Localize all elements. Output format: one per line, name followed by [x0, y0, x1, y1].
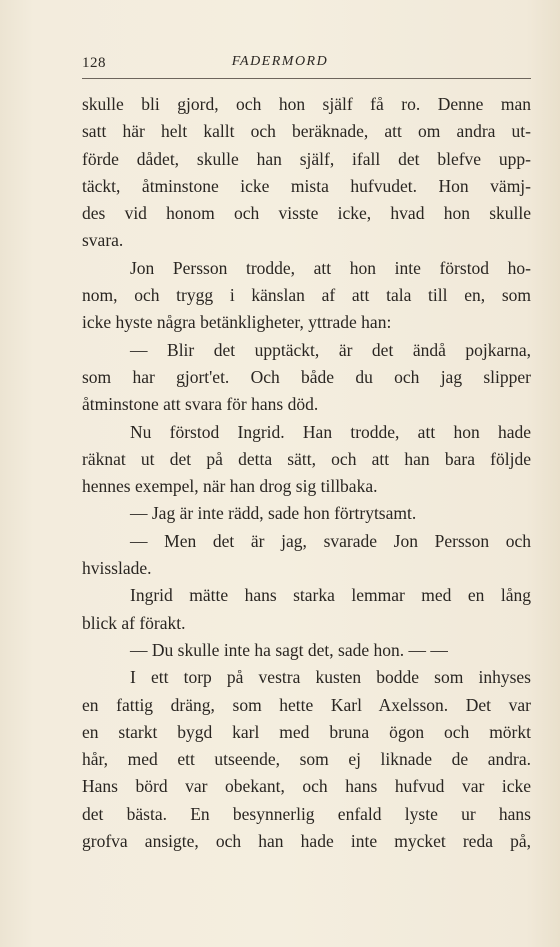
- text-line: det bästa. En besynnerlig enfald lyste ur hans: [82, 803, 531, 824]
- text-line: — Du skulle inte ha sagt det, sade hon. — —: [130, 639, 448, 660]
- running-head: FADERMORD: [231, 54, 329, 69]
- text-line: — Men det är jag, svarade Jon Persson och: [130, 530, 531, 551]
- text-line: satt här helt kallt och beräknade, att om andra ut-: [82, 121, 531, 142]
- text-line: Ingrid mätte hans starka lemmar med en lång: [130, 585, 531, 606]
- text-line: I ett torp på vestra kusten bodde som inhyses: [130, 667, 531, 688]
- text-line: täckt, åtminstone icke mista hufvudet. Hon vämj-: [82, 175, 531, 196]
- text-line: skulle bli gjord, och hon själf få ro. Denne man: [82, 94, 531, 114]
- text-line: som har gjort'et. Och både du och jag slipper: [82, 366, 531, 387]
- text-line: räknat ut det på detta sätt, och att han bara följde: [82, 448, 531, 469]
- text-line: hvisslade.: [82, 558, 152, 579]
- text-line: Nu förstod Ingrid. Han trodde, att hon hade: [130, 421, 531, 442]
- text-line: blick af förakt.: [82, 612, 186, 633]
- text-line: hennes exempel, när han drog sig tillbaka.: [82, 476, 378, 497]
- header-rule: [82, 78, 531, 79]
- text-line: des vid honom och visste icke, hvad hon skulle: [82, 203, 531, 224]
- text-line: Jon Persson trodde, att hon inte förstod ho-: [130, 257, 531, 278]
- text-line: svara.: [82, 230, 124, 251]
- text-line: — Blir det upptäckt, är det ändå pojkarna,: [130, 339, 531, 360]
- text-line: en starkt bygd karl med bruna ögon och mörkt: [82, 721, 531, 742]
- text-line: åtminstone att svara för hans död.: [82, 394, 319, 415]
- page-number: 128: [82, 55, 106, 71]
- text-line: grofva ansigte, och han hade inte mycket reda på,: [82, 831, 531, 852]
- text-line: — Jag är inte rädd, sade hon förtrytsamt.: [130, 503, 417, 524]
- text-line: icke hyste några betänkligheter, yttrade han:: [82, 312, 392, 333]
- text-line: förde dådet, skulle han själf, ifall det blefve upp-: [82, 148, 531, 169]
- text-line: nom, och trygg i känslan af att tala till en, som: [82, 285, 531, 306]
- text-line: Hans börd var obekant, och hans hufvud var icke: [82, 776, 531, 797]
- text-line: hår, med ett utseende, som ej liknade de andra.: [82, 749, 531, 770]
- text-line: en fattig dräng, som hette Karl Axelsson. Det var: [82, 694, 531, 715]
- body-text: [82, 91, 531, 855]
